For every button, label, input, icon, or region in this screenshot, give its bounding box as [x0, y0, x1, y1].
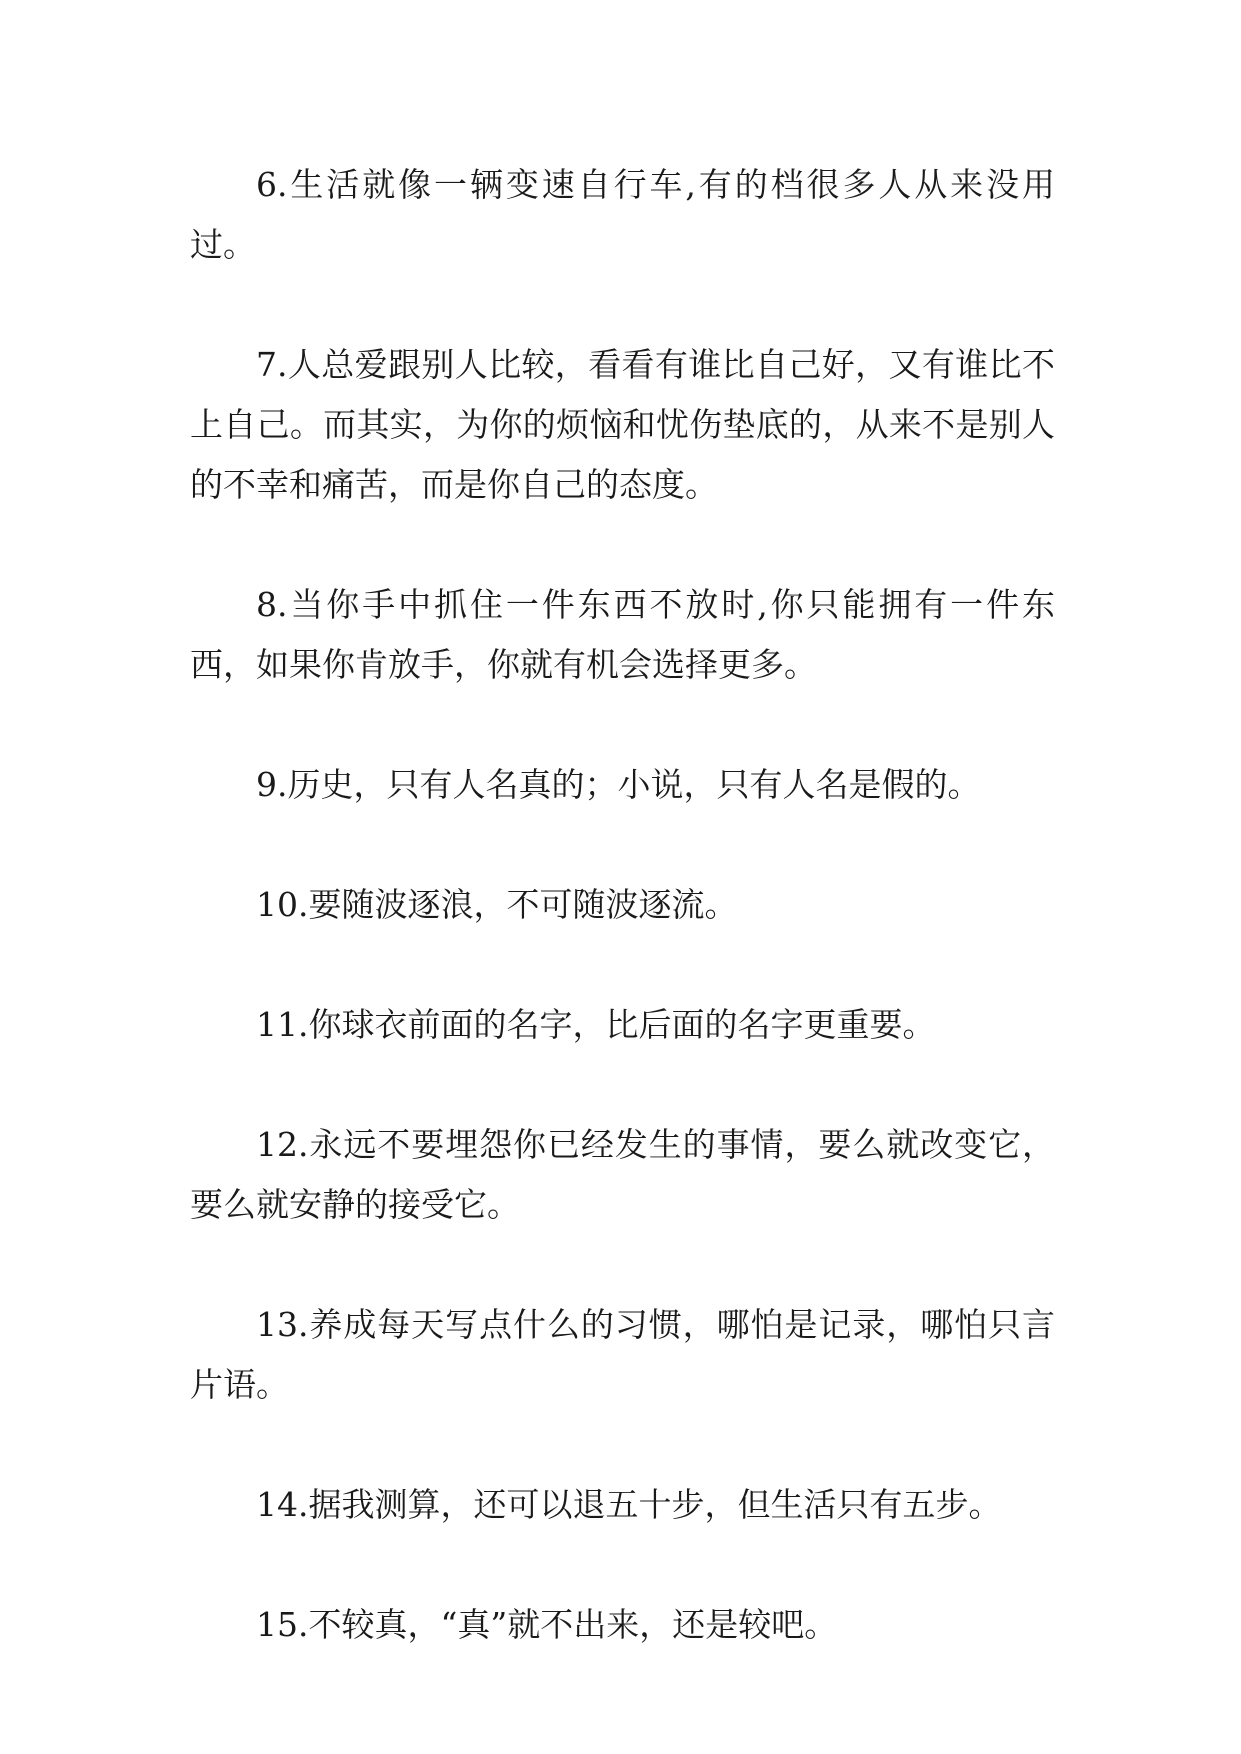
paragraph-8: 8.当你手中抓住一件东西不放时,你只能拥有一件东西，如果你肯放手，你就有机会选择更多。 [190, 585, 1055, 684]
paragraph-13: 13.养成每天写点什么的习惯，哪怕是记录，哪怕只言片语。 [190, 1305, 1055, 1404]
document-body [190, 155, 1055, 1715]
paragraph-7: 7.人总爱跟别人比较，看看有谁比自己好，又有谁比不上自己。而其实，为你的烦恼和忧伤垫底的，从来不是别人的不幸和痛苦，而是你自己的态度。 [190, 345, 1055, 504]
paragraph-9: 9.历史，只有人名真的；小说，只有人名是假的。 [256, 765, 981, 804]
paragraph-10: 10.要随波逐浪，不可随波逐流。 [256, 885, 738, 924]
paragraph-11: 11.你球衣前面的名字，比后面的名字更重要。 [256, 1005, 936, 1044]
paragraph-15: 15.不较真，“真”就不出来，还是较吧。 [256, 1605, 838, 1644]
paragraph-12: 12.永远不要埋怨你已经发生的事情，要么就改变它，要么就安静的接受它。 [190, 1125, 1055, 1224]
paragraph-6: 6.生活就像一辆变速自行车,有的档很多人从来没用过。 [190, 165, 1055, 264]
paragraph-14: 14.据我测算，还可以退五十步，但生活只有五步。 [256, 1485, 1002, 1524]
